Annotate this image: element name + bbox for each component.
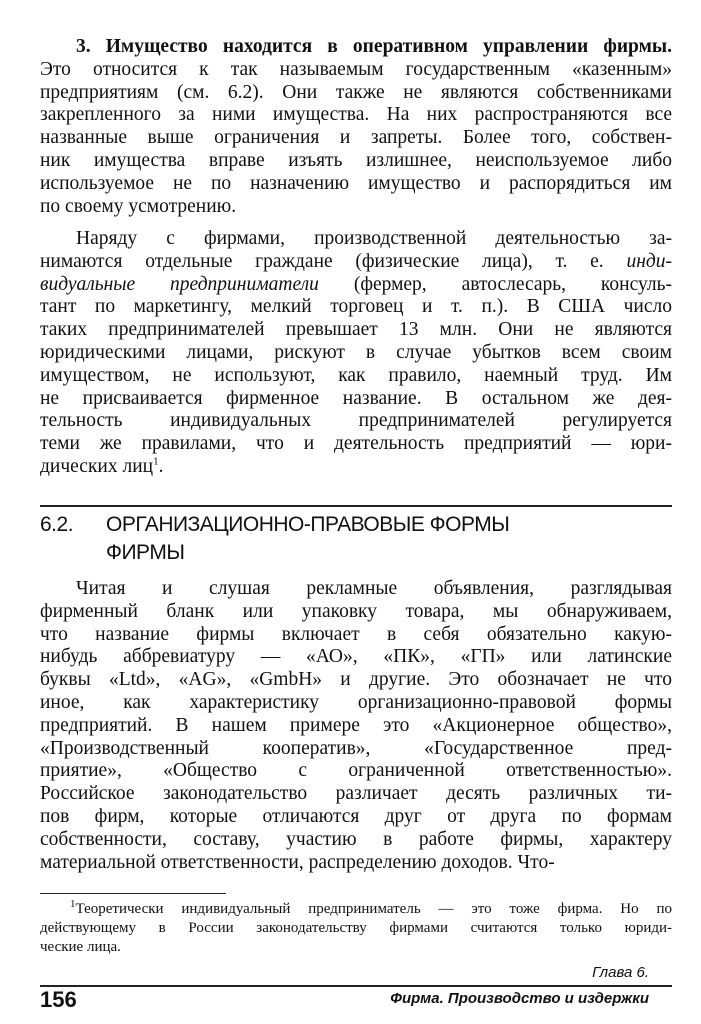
paragraph-individual-entrepreneurs — [40, 228, 672, 479]
text-line — [40, 578, 672, 601]
text-segment: таких предпринимателей превышает 13 млн. Они не являются — [40, 319, 672, 341]
text-segment: юридическими лицами, рискуют в случае убытков всем своим — [40, 341, 672, 363]
text-segment: тельность индивидуальных предпринимателей регулируется — [40, 410, 672, 432]
text-line — [40, 59, 672, 82]
text-line — [40, 82, 672, 105]
text-segment: имуществом, не используют, как правило, наемный труд. Им — [40, 364, 672, 386]
text-line — [40, 783, 672, 806]
text-line — [40, 829, 672, 852]
text-segment: предприятий. В нашем примере это «Акционерное общество», — [40, 714, 672, 736]
text-segment: предприятиям (см. 6.2). Они также не являются собственниками — [40, 81, 672, 103]
text-line — [40, 601, 672, 624]
text-segment: ник имущества вправе изъять излишнее, неиспользуемое либо — [40, 149, 672, 171]
text-segment: по своему усмотрению. — [40, 195, 237, 217]
text-segment: тант по маркетингу, мелкий торговец и т. п.). В США число — [40, 296, 672, 318]
text-segment: (фермер, автослесарь, консуль- — [318, 273, 673, 295]
text-segment: приятие», «Общество с ограниченной ответственностью». — [40, 760, 672, 782]
running-chapter: Глава 6. — [592, 964, 649, 981]
text-line — [40, 296, 672, 319]
text-segment: Это относится к так называемым государственным «казенным» — [40, 58, 672, 80]
text-segment: «Производственный кооператив», «Государственное пред- — [40, 737, 672, 759]
text-segment: материальной ответственности, распределению доходов. Что- — [40, 851, 555, 873]
text-line — [40, 410, 672, 433]
section-number: 6.2. — [40, 513, 74, 536]
text-line — [40, 342, 672, 365]
footnote — [40, 900, 672, 957]
text-segment: собственности, составу, участию в работе фирмы, характеру — [40, 828, 672, 850]
running-chapter-title: Фирма. Производство и издержки — [390, 990, 649, 1007]
footnote-ref: 1 — [153, 455, 159, 468]
footnote-divider — [40, 893, 226, 894]
text-line — [40, 624, 672, 647]
text-segment: теми же правилами, что и деятельность предприятий — юри- — [40, 433, 672, 455]
text-segment: . — [158, 455, 164, 477]
section-divider — [40, 505, 672, 507]
text-segment: закрепленного за ними имущества. На них распространяются все — [40, 104, 672, 126]
text-line — [40, 738, 672, 761]
text-line — [40, 646, 672, 669]
text-segment: 3. Имущество находится в оперативном управлении фирмы. — [76, 36, 672, 57]
text-line — [40, 852, 672, 875]
text-line — [40, 150, 672, 173]
text-line — [40, 319, 672, 342]
text-line — [40, 104, 672, 127]
text-segment: что название фирмы включает в себя обязательно какую- — [40, 623, 672, 645]
text-line — [40, 127, 672, 150]
text-line — [40, 274, 672, 297]
text-line — [40, 669, 672, 692]
footer-rule — [40, 985, 672, 987]
text-segment: нибудь аббревиатуру — «АО», «ПК», «ГП» или латинские — [40, 646, 672, 668]
page-number: 156 — [40, 987, 77, 1012]
text-segment: Наряду с фирмами, производственной деятельностью за- — [76, 228, 672, 249]
text-segment: используемое не по назначению имущество и распорядиться им — [40, 172, 672, 194]
footnote-line: ческие лица. — [40, 939, 121, 955]
text-line — [40, 36, 672, 59]
footnote-text: Теоретически индивидуальный предприниматель — это тоже фирма. Но по — [75, 901, 672, 917]
text-segment: инди- — [626, 250, 672, 272]
text-line — [40, 365, 672, 388]
text-line — [40, 251, 672, 274]
footnote-line — [40, 900, 672, 919]
text-segment: буквы «Ltd», «AG», «GmbH» и другие. Это обозначает не что — [40, 669, 672, 691]
text-segment: дических лиц — [40, 455, 154, 477]
text-segment: фирменный бланк или упаковку товара, мы обнаруживаем, — [40, 600, 672, 622]
text-segment: Читая и слушая рекламные объявления, разглядывая — [76, 578, 672, 599]
text-segment: Российское законодательство различает десять различных ти- — [40, 783, 672, 805]
text-segment: названные выше ограничения и запреты. Более того, собствен- — [40, 127, 672, 149]
text-line — [40, 456, 672, 479]
text-line — [40, 228, 672, 251]
section-title-line1: ОРГАНИЗАЦИОННО-ПРАВОВЫЕ ФОРМЫ — [106, 513, 510, 536]
text-segment: видуальные предприниматели — [40, 273, 319, 295]
text-segment: иное, как характеристику организационно-правовой формы — [40, 691, 672, 713]
text-segment: нимаются отдельные граждане (физические лица), т. е. — [40, 250, 627, 272]
text-line — [40, 806, 672, 829]
text-line — [40, 433, 672, 456]
footnote-marker: 1 — [70, 898, 76, 910]
text-line — [40, 388, 672, 411]
paragraph-property-management — [40, 36, 672, 218]
text-line — [40, 196, 672, 219]
section-heading — [40, 511, 672, 567]
text-line — [40, 760, 672, 783]
text-segment: пов фирм, которые отличаются друг от друга по формам — [40, 805, 672, 827]
footnote-line: действующему в России законодательству фирмами считаются только юриди- — [40, 920, 672, 936]
text-line — [40, 173, 672, 196]
paragraph-legal-forms — [40, 578, 672, 874]
text-line — [40, 692, 672, 715]
section-title-line2: ФИРМЫ — [106, 541, 185, 564]
text-line — [40, 715, 672, 738]
text-segment: не присваивается фирменное название. В остальном же дея- — [40, 387, 672, 409]
